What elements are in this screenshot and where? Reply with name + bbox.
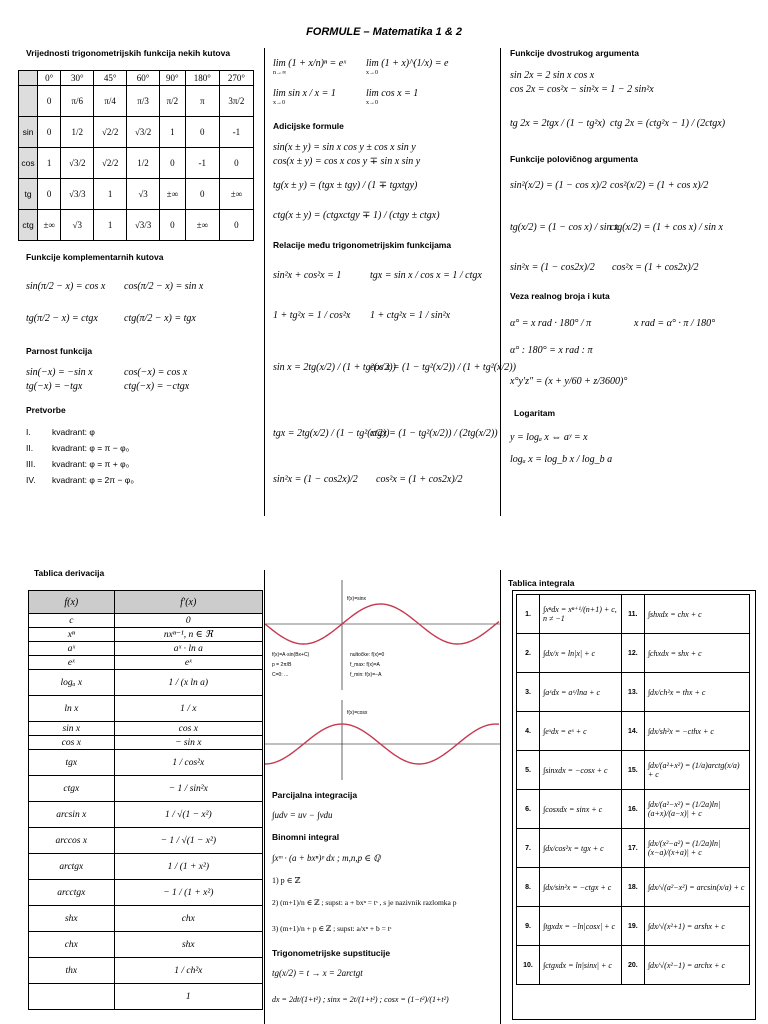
limit-sub: x→0 [366, 70, 378, 76]
deg-header: 270° [219, 71, 253, 86]
derivative-cell: − 1 / √(1 − x²) [114, 828, 262, 854]
function-cell: logₐ x [29, 670, 115, 696]
integral-formula: ∫cosxdx = sinx + c [540, 790, 622, 829]
formula: logₐ x = log_b x / log_b a [510, 454, 613, 465]
col-header: f′(x) [114, 591, 262, 614]
table-cell: 1/2 [127, 148, 160, 179]
derivative-cell: aˣ · ln a [114, 642, 262, 656]
table-cell: 0 [160, 210, 186, 241]
table-cell: ±∞ [185, 210, 219, 241]
section-partial: Parcijalna integracija [272, 790, 358, 800]
table-corner [19, 71, 38, 86]
function-cell: cos x [29, 736, 115, 750]
formula: cos²x = (1 + cos2x)/2 [376, 474, 463, 485]
graph-info: f_max: f(x)=A [350, 662, 380, 668]
graph-info: p = 2π/B [272, 662, 292, 668]
limit-formula: lim (1 + x/n)ⁿ = eˣ [273, 58, 347, 69]
table-cell: 1 [94, 210, 127, 241]
deg-header: 90° [160, 71, 186, 86]
derivative-cell: eˣ [114, 656, 262, 670]
function-cell [29, 984, 115, 1010]
section-half-angle: Funkcije polovičnog argumenta [510, 154, 638, 164]
integral-number: 14. [621, 712, 644, 751]
graph-label: f(x)=sinx [347, 596, 367, 602]
section-trig-values: Vrijednosti trigonometrijskih funkcija nekih kutova [26, 48, 231, 58]
integral-number: 3. [517, 673, 540, 712]
derivative-cell: 1 / cos²x [114, 750, 262, 776]
formula: tg 2x = 2tgx / (1 − tg²x) [510, 118, 606, 129]
function-cell: c [29, 614, 115, 628]
formula: sin²(x/2) = (1 − cos x)/2 [510, 180, 607, 191]
integral-number: 16. [621, 790, 644, 829]
integral-formula: ∫dx/x = ln|x| + c [540, 634, 622, 673]
graph-info: f_min: f(x)=−A [350, 672, 382, 678]
integral-number: 12. [621, 634, 644, 673]
row-label: cos [19, 148, 38, 179]
formula: cos²x = (1 + cos2x)/2 [612, 262, 699, 273]
integral-formula: ∫chxdx = shx + c [644, 634, 749, 673]
table-cell: ±∞ [219, 179, 253, 210]
column-divider [500, 570, 501, 1024]
formula: α° = x rad · 180° / π [510, 318, 592, 329]
function-cell: aˣ [29, 642, 115, 656]
binomial-case: 2) (m+1)/n ∈ ℤ ; supst: a + bxⁿ = tˢ , s je nazivnik razlomka p [272, 898, 457, 907]
derivative-cell: 1 / (1 + x²) [114, 854, 262, 880]
formula: 1 + ctg²x = 1 / sin²x [370, 310, 451, 321]
formula: cos x = (1 − tg²(x/2)) / (1 + tg²(x/2)) [370, 362, 516, 373]
formula: tg(x/2) = t → x = 2arctgt [272, 968, 363, 978]
binomial-case: 1) p ∈ ℤ [272, 876, 301, 885]
derivative-cell: 1 [114, 984, 262, 1010]
table-cell: √2/2 [94, 117, 127, 148]
deg-header: 30° [61, 71, 94, 86]
integral-formula: ∫dx/√(x²−1) = archx + c [644, 946, 749, 985]
graph-info: f(x)=A·sin(Bx+C) [272, 652, 310, 658]
integral-table [516, 594, 750, 985]
limit-sub: x→0 [366, 100, 378, 106]
table-cell: 0 [219, 210, 253, 241]
integral-number: 9. [517, 907, 540, 946]
conversion-item: II. kvadrant: φ = π − φ₀ [26, 443, 130, 453]
function-cell: arcctgx [29, 880, 115, 906]
formula: sin 2x = 2 sin x cos x [510, 70, 595, 81]
table-cell: 0 [160, 148, 186, 179]
section-integrals: Tablica integrala [508, 578, 575, 588]
integral-formula: ∫dx/(a²+x²) = (1/a)arctg(x/a) + c [644, 751, 749, 790]
section-derivatives: Tablica derivacija [34, 568, 105, 578]
derivative-cell: shx [114, 932, 262, 958]
integral-formula: ∫shxdx = chx + c [644, 595, 749, 634]
formula: 1 + tg²x = 1 / cos²x [273, 310, 351, 321]
section-parity: Parnost funkcija [26, 346, 93, 356]
section-addition: Adicijske formule [273, 121, 344, 131]
formula: sin²x + cos²x = 1 [273, 270, 342, 281]
formula: tg(x/2) = (1 − cos x) / sin x [510, 222, 619, 233]
integral-number: 10. [517, 946, 540, 985]
derivative-table [28, 590, 263, 1010]
integral-formula: ∫tgxdx = −ln|cosx| + c [540, 907, 622, 946]
table-cell: 0 [185, 179, 219, 210]
table-corner [19, 86, 38, 117]
formula: ctg(x/2) = (1 + cos x) / sin x [610, 222, 723, 233]
formula: cos²(x/2) = (1 + cos x)/2 [610, 180, 709, 191]
function-cell: sin x [29, 722, 115, 736]
integral-formula: ∫xⁿdx = xⁿ⁺¹/(n+1) + c, n ≠ −1 [540, 595, 622, 634]
table-cell: 0 [219, 148, 253, 179]
formula: tgx = sin x / cos x = 1 / ctgx [370, 270, 482, 281]
section-binomial: Binomni integral [272, 832, 340, 842]
rad-header: π/4 [94, 86, 127, 117]
function-cell: xⁿ [29, 628, 115, 642]
derivative-cell: 0 [114, 614, 262, 628]
limit-formula: lim (1 + x)^(1/x) = e [366, 58, 449, 69]
integral-formula: ∫sinxdx = −cosx + c [540, 751, 622, 790]
row-label: sin [19, 117, 38, 148]
formula: tg(−x) = −tgx [26, 381, 83, 392]
function-cell: tgx [29, 750, 115, 776]
formula: ctg(x ± y) = (ctgxctgy ∓ 1) / (ctgy ± ctgx) [273, 210, 440, 221]
integral-formula: ∫dx/ch²x = thx + c [644, 673, 749, 712]
formula: sin²x = (1 − cos2x)/2 [273, 474, 358, 485]
formula: α° : 180° = x rad : π [510, 345, 593, 356]
integral-number: 1. [517, 595, 540, 634]
rad-header: π/6 [61, 86, 94, 117]
rad-header: 3π/2 [219, 86, 253, 117]
function-cell: arccos x [29, 828, 115, 854]
formula: ∫xᵐ · (a + bxⁿ)ᵖ dx ; m,n,p ∈ ℚ [272, 853, 381, 863]
table-cell: ±∞ [160, 179, 186, 210]
row-label: tg [19, 179, 38, 210]
table-cell: √3/3 [61, 179, 94, 210]
table-cell: 1 [38, 148, 61, 179]
limit-formula: lim sin x / x = 1 [273, 88, 336, 99]
table-cell: √3 [127, 179, 160, 210]
table-cell: √3/3 [127, 210, 160, 241]
table-cell: -1 [219, 117, 253, 148]
formula: cos 2x = cos²x − sin²x = 1 − 2 sin²x [510, 84, 654, 95]
deg-header: 180° [185, 71, 219, 86]
formula: sin x = 2tg(x/2) / (1 + tg²(x/2)) [273, 362, 396, 373]
integral-formula: ∫dx/(a²−x²) = (1/2a)ln|(a+x)/(a−x)| + c [644, 790, 749, 829]
derivative-cell: cos x [114, 722, 262, 736]
table-cell: -1 [185, 148, 219, 179]
derivative-cell: 1 / (x ln a) [114, 670, 262, 696]
section-conversions: Pretvorbe [26, 405, 66, 415]
formula: tg(π/2 − x) = ctgx [26, 313, 98, 324]
function-cell: ln x [29, 696, 115, 722]
derivative-cell: 1 / √(1 − x²) [114, 802, 262, 828]
integral-number: 20. [621, 946, 644, 985]
conversion-item: IV. kvadrant: φ = 2π − φ₀ [26, 475, 134, 485]
table-cell: 0 [38, 179, 61, 210]
conversion-item: I. kvadrant: φ [26, 427, 95, 437]
formula: ctg(−x) = −ctgx [124, 381, 190, 392]
table-cell: 0 [185, 117, 219, 148]
integral-number: 2. [517, 634, 540, 673]
integral-number: 6. [517, 790, 540, 829]
table-cell: √3/2 [61, 148, 94, 179]
function-cell: arcsin x [29, 802, 115, 828]
deg-header: 45° [94, 71, 127, 86]
cosine-graph [265, 700, 500, 780]
integral-formula: ∫aˣdx = aˣ/lna + c [540, 673, 622, 712]
formula: cos(π/2 − x) = sin x [124, 281, 204, 292]
formula: sin(−x) = −sin x [26, 367, 93, 378]
derivative-cell: nxⁿ⁻¹, n ∈ ℜ [114, 628, 262, 642]
table-cell: √2/2 [94, 148, 127, 179]
graph-info: nultočke: f(x)=0 [350, 652, 385, 658]
conversion-item: III. kvadrant: φ = π + φ₀ [26, 459, 130, 469]
section-relations: Relacije među trigonometrijskim funkcijama [273, 240, 452, 250]
derivative-cell: chx [114, 906, 262, 932]
derivative-cell: − 1 / sin²x [114, 776, 262, 802]
column-divider [500, 48, 501, 516]
rad-header: π/2 [160, 86, 186, 117]
deg-header: 0° [38, 71, 61, 86]
integral-number: 8. [517, 868, 540, 907]
integral-formula: ∫dx/(x²−a²) = (1/2a)ln|(x−a)/(x+a)| + c [644, 829, 749, 868]
function-cell: eˣ [29, 656, 115, 670]
integral-formula: ∫dx/√(a²−x²) = arcsin(x/a) + c [644, 868, 749, 907]
integral-formula: ∫dx/√(x²+1) = arshx + c [644, 907, 749, 946]
derivative-cell: − 1 / (1 + x²) [114, 880, 262, 906]
function-cell: shx [29, 906, 115, 932]
formula: tg(x ± y) = (tgx ± tgy) / (1 ∓ tgxtgy) [273, 180, 418, 191]
integral-formula: ∫dx/sin²x = −ctgx + c [540, 868, 622, 907]
graph-info: C=0: ... [272, 672, 289, 678]
integral-number: 19. [621, 907, 644, 946]
integral-number: 7. [517, 829, 540, 868]
formula: ctg(π/2 − x) = tgx [124, 313, 196, 324]
integral-number: 11. [621, 595, 644, 634]
formula: x°y′z″ = (x + y/60 + z/3600)° [510, 376, 628, 387]
table-cell: √3 [61, 210, 94, 241]
formula: y = logₐ x ⇔ aʸ = x [510, 432, 588, 443]
integral-number: 13. [621, 673, 644, 712]
limit-sub: x→0 [273, 100, 285, 106]
function-cell: arctgx [29, 854, 115, 880]
derivative-cell: 1 / x [114, 696, 262, 722]
trig-values-table [18, 70, 254, 241]
integral-formula: ∫dx/sh²x = −cthx + c [644, 712, 749, 751]
table-cell: 0 [38, 117, 61, 148]
section-real-angle: Veza realnog broja i kuta [510, 291, 610, 301]
integral-number: 5. [517, 751, 540, 790]
integral-number: 18. [621, 868, 644, 907]
integral-formula: ∫eˣdx = eˣ + c [540, 712, 622, 751]
sine-graph [265, 580, 500, 690]
formula: sin(x ± y) = sin x cos y ± cos x sin y [273, 142, 416, 153]
formula: sin(π/2 − x) = cos x [26, 281, 106, 292]
section-trig-sub: Trigonometrijske supstitucije [272, 948, 391, 958]
formula: dx = 2dt/(1+t²) ; sinx = 2t/(1+t²) ; cosx = (1−t²)/(1+t²) [272, 995, 449, 1004]
section-logarithm: Logaritam [514, 408, 556, 418]
rad-header: π [185, 86, 219, 117]
formula: ctgx = (1 − tg²(x/2)) / (2tg(x/2)) [370, 428, 498, 439]
limit-sub: n→∞ [273, 70, 287, 76]
section-complementary: Funkcije komplementarnih kutova [26, 252, 164, 262]
integral-formula: ∫dx/cos²x = tgx + c [540, 829, 622, 868]
table-cell: 1 [94, 179, 127, 210]
derivative-cell: − sin x [114, 736, 262, 750]
formula: sin²x = (1 − cos2x)/2 [510, 262, 595, 273]
formula: ctg 2x = (ctg²x − 1) / (2ctgx) [610, 118, 726, 129]
function-cell: ctgx [29, 776, 115, 802]
formula: tgx = 2tg(x/2) / (1 − tg²(x/2)) [273, 428, 390, 439]
table-cell: 1 [160, 117, 186, 148]
formula: cos(−x) = cos x [124, 367, 188, 378]
table-cell: 1/2 [61, 117, 94, 148]
rad-header: 0 [38, 86, 61, 117]
formula: cos(x ± y) = cos x cos y ∓ sin x sin y [273, 156, 421, 167]
integral-formula: ∫ctgxdx = ln|sinx| + c [540, 946, 622, 985]
rad-header: π/3 [127, 86, 160, 117]
integral-number: 4. [517, 712, 540, 751]
section-double-angle: Funkcije dvostrukog argumenta [510, 48, 639, 58]
page-title: FORMULE – Matematika 1 & 2 [306, 26, 462, 38]
table-cell: √3/2 [127, 117, 160, 148]
deg-header: 60° [127, 71, 160, 86]
derivative-cell: 1 / ch²x [114, 958, 262, 984]
limit-formula: lim cos x = 1 [366, 88, 419, 99]
graph-label: f(x)=cosx [347, 710, 368, 716]
integral-number: 15. [621, 751, 644, 790]
function-cell: thx [29, 958, 115, 984]
formula: x rad = α° · π / 180° [634, 318, 716, 329]
integral-number: 17. [621, 829, 644, 868]
table-cell: ±∞ [38, 210, 61, 241]
column-divider [264, 48, 265, 516]
col-header: f(x) [29, 591, 115, 614]
row-label: ctg [19, 210, 38, 241]
formula: ∫udv = uv − ∫vdu [272, 810, 333, 820]
binomial-case: 3) (m+1)/n + p ∈ ℤ ; supst: a/xⁿ + b = tˢ [272, 924, 392, 933]
function-cell: chx [29, 932, 115, 958]
